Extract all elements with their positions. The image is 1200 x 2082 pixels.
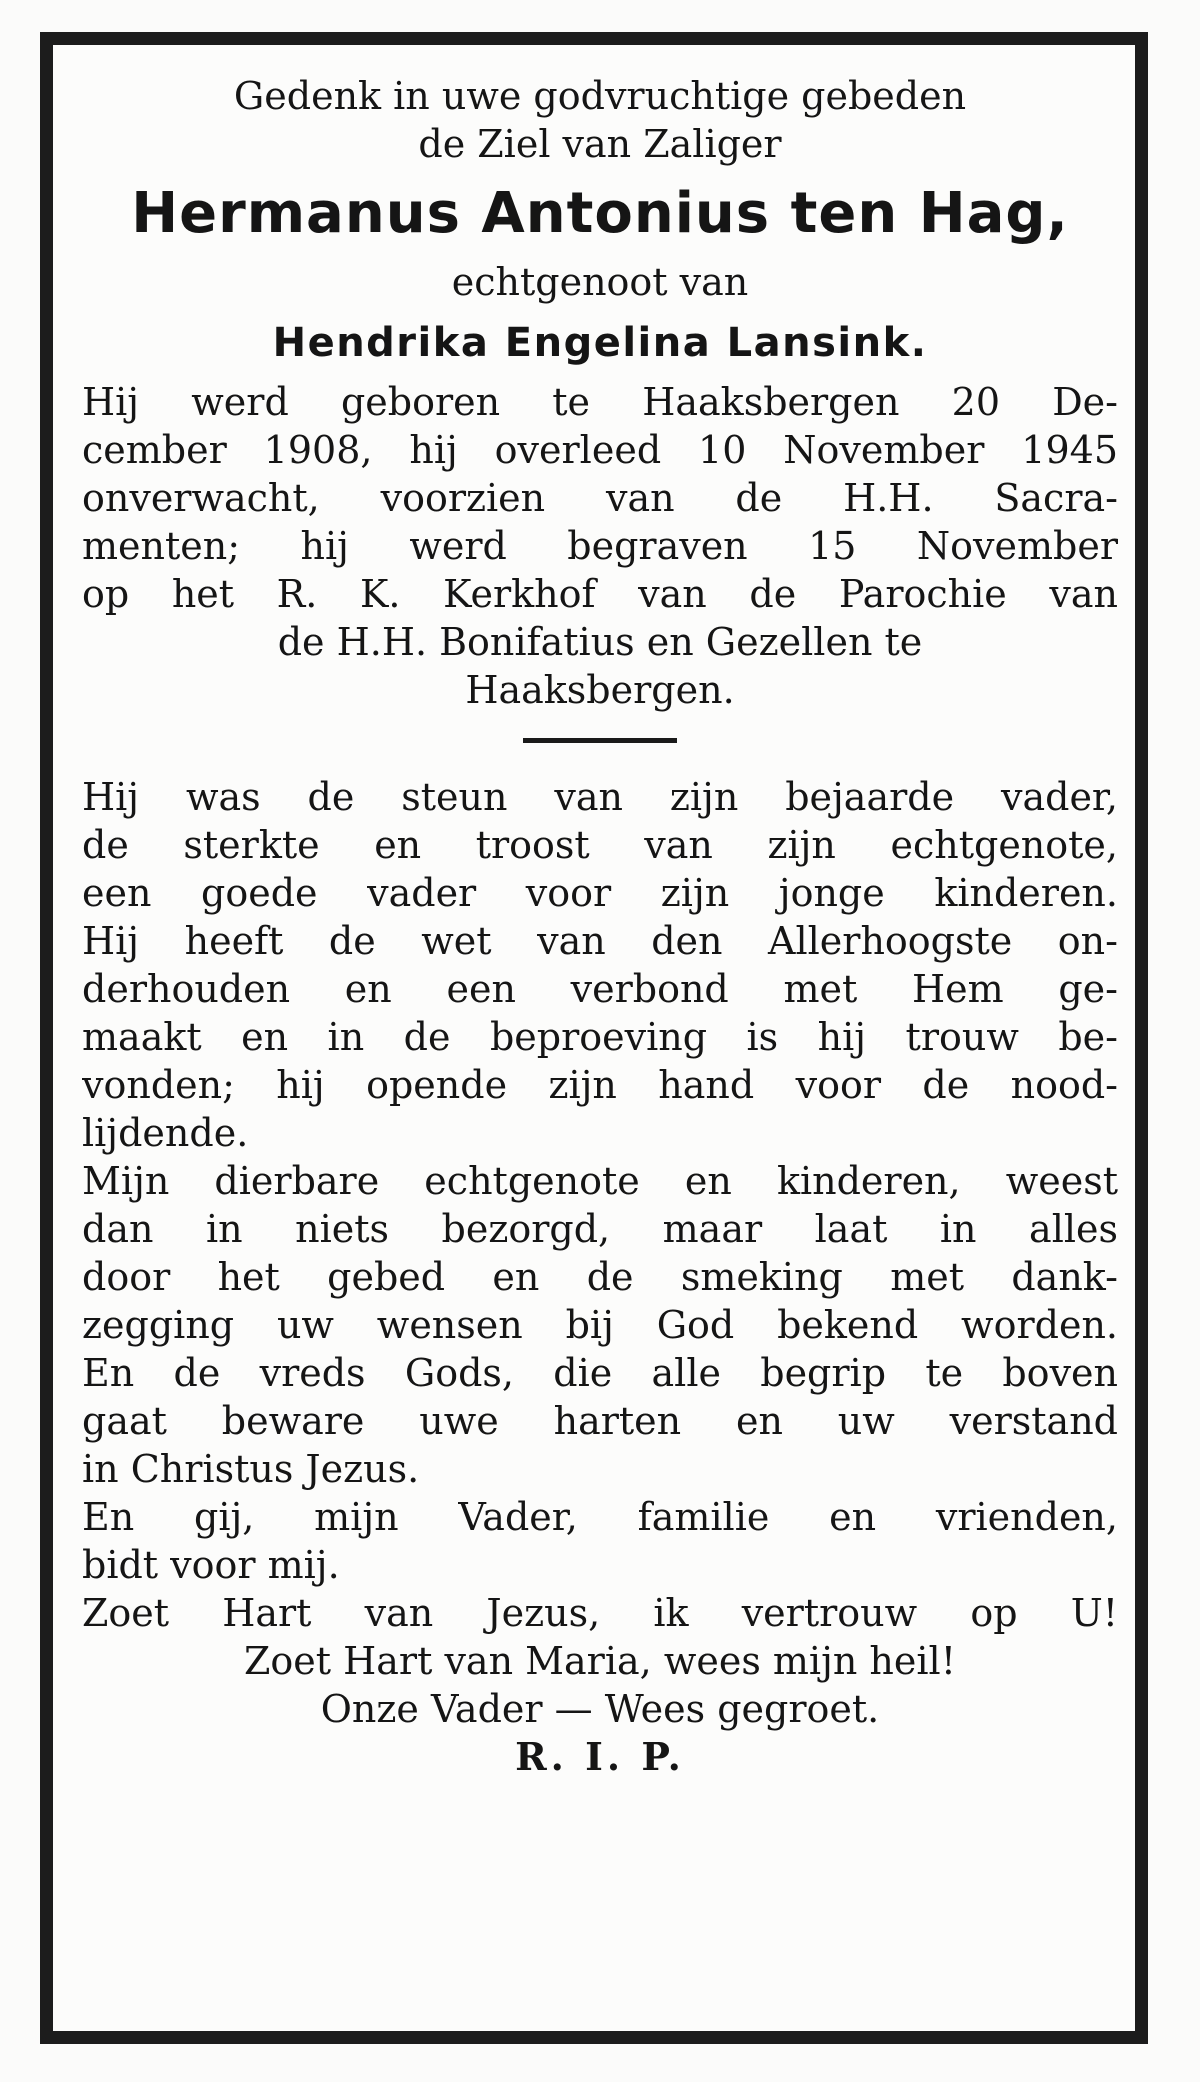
bio-paragraph bbox=[82, 378, 1118, 714]
opening-line: Gedenk in uwe godvruchtige gebeden bbox=[233, 74, 967, 118]
request-line: bidt voor mij. bbox=[82, 1543, 340, 1587]
tribute-line: een goede vader voor zijn jonge kinderen. bbox=[82, 871, 1118, 915]
message-line: Mijn dierbare echtgenote en kinderen, weest bbox=[82, 1159, 1118, 1203]
prayer-line: Zoet Hart van Jezus, ik vertrouw op U! bbox=[82, 1591, 1118, 1635]
message-line: gaat beware uwe harten en uw verstand bbox=[82, 1399, 1118, 1443]
opening-line: de Ziel van Zaliger bbox=[418, 122, 782, 166]
bio-line: menten; hij werd begraven 15 November bbox=[82, 524, 1118, 568]
message-paragraph bbox=[82, 1157, 1118, 1493]
spouse-intro: echtgenoot van bbox=[451, 260, 749, 304]
tribute-line: lijdende. bbox=[82, 1111, 249, 1155]
request-paragraph bbox=[82, 1493, 1118, 1589]
message-line: door het gebed en de smeking met dank- bbox=[82, 1255, 1118, 1299]
tribute-line: maakt en in de beproeving is hij trouw be- bbox=[82, 1015, 1118, 1059]
memorial-card-text bbox=[82, 72, 1118, 1781]
deceased-name: Hermanus Antonius ten Hag, bbox=[131, 181, 1069, 246]
bio-line: Haaksbergen. bbox=[465, 668, 735, 712]
message-line: En de vreds Gods, die alle begrip te boven bbox=[82, 1351, 1118, 1395]
spouse-name: Hendrika Engelina Lansink. bbox=[272, 320, 928, 366]
prayer-line: Zoet Hart van Maria, wees mijn heil! bbox=[244, 1639, 956, 1683]
rip-line: R. I. P. bbox=[515, 1734, 685, 1779]
bio-line: onverwacht, voorzien van de H.H. Sacra- bbox=[82, 476, 1118, 520]
tribute-line: vonden; hij opende zijn hand voor de nood- bbox=[82, 1063, 1118, 1107]
tribute-line: derhouden en een verbond met Hem ge- bbox=[82, 967, 1118, 1011]
separator-rule bbox=[523, 738, 677, 743]
bio-line: op het R. K. Kerkhof van de Parochie van bbox=[82, 572, 1118, 616]
prayer-line: Onze Vader — Wees gegroet. bbox=[320, 1687, 880, 1731]
message-line: in Christus Jezus. bbox=[82, 1447, 420, 1491]
tribute-line: de sterkte en troost van zijn echtgenote, bbox=[82, 823, 1118, 867]
request-line: En gij, mijn Vader, familie en vrienden, bbox=[82, 1495, 1118, 1539]
bio-line: de H.H. Bonifatius en Gezellen te bbox=[277, 620, 923, 664]
tribute-paragraph bbox=[82, 773, 1118, 1157]
bio-line: Hij werd geboren te Haaksbergen 20 De- bbox=[82, 380, 1118, 424]
bio-line: cember 1908, hij overleed 10 November 1945 bbox=[82, 428, 1118, 472]
message-line: dan in niets bezorgd, maar laat in alles bbox=[82, 1207, 1118, 1251]
tribute-line: Hij was de steun van zijn bejaarde vader, bbox=[82, 775, 1118, 819]
tribute-line: Hij heeft de wet van den Allerhoogste on- bbox=[82, 919, 1118, 963]
message-line: zegging uw wensen bij God bekend worden. bbox=[82, 1303, 1118, 1347]
